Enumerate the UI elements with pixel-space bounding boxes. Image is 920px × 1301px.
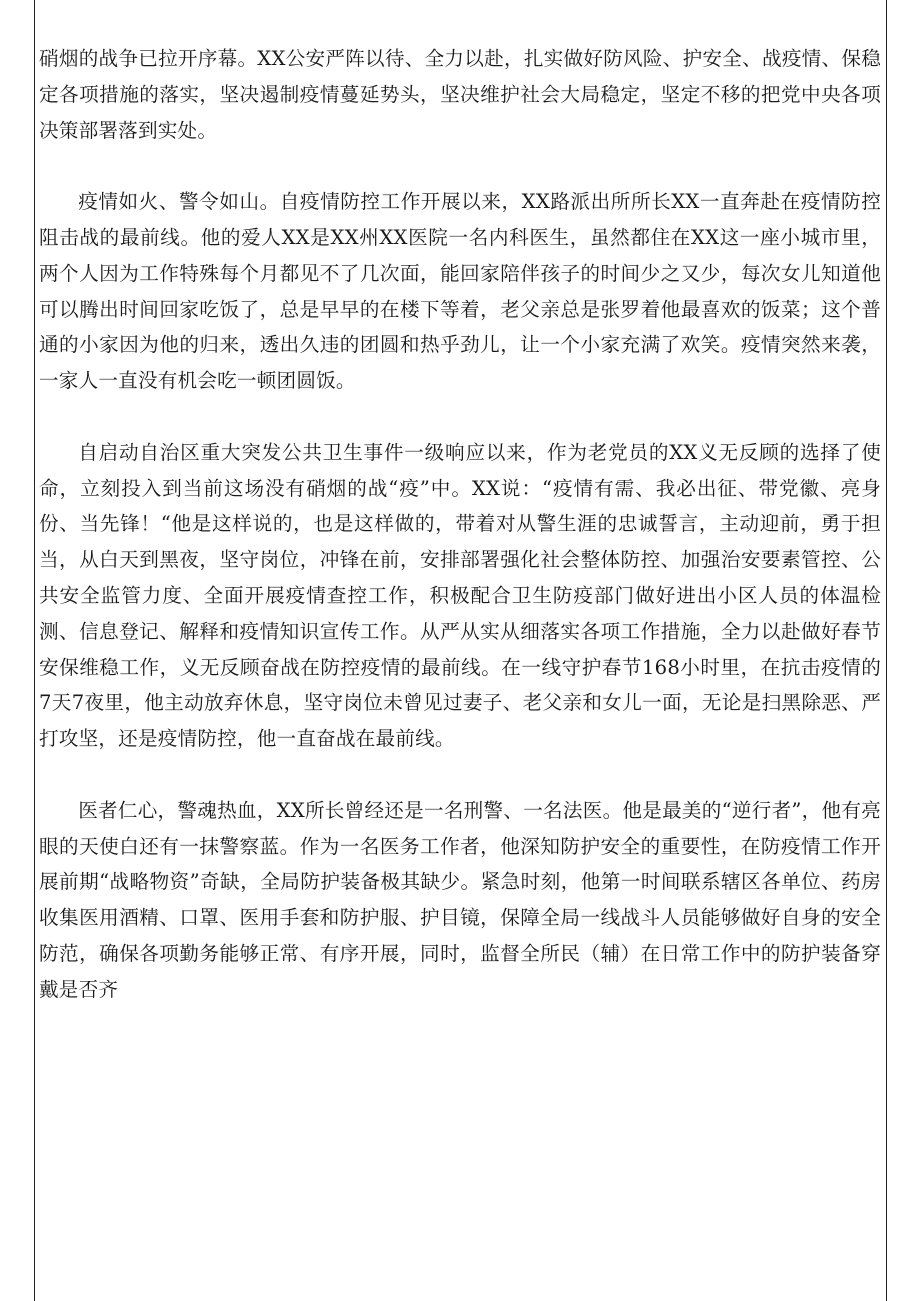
document-body [39, 41, 881, 1008]
paragraph-3: 自启动自治区重大突发公共卫生事件一级响应以来，作为老党员的XX义无反顾的选择了使命，立刻投入到当前这场没有硝烟的战“疫”中。XX说：“疫情有需、我必出征、带党徽、亮身份、当先锋！“他是这样说的，也是这样做的，带着对从警生涯的忠诚誓言，主动迎前，勇于担当，从白天到黑夜，坚守岗位，冲锋在前，安排部署强化社会整体防控、加强治安要素管控、公共安全监管力度、全面开展疫情查控工作，积极配合卫生防疫部门做好进出小区人员的体温检测、信息登记、解释和疫情知识宣传工作。从严从实从细落实各项工作措施，全力以赴做好春节安保维稳工作，义无反顾奋战在防控疫情的最前线。在一线守护春节168小时里，在抗击疫情的7天7夜里，他主动放弃休息，坚守岗位未曾见过妻子、老父亲和女儿一面，无论是扫黑除恶、严打攻坚，还是疫情防控，他一直奋战在最前线。 [39, 440, 881, 751]
paragraph-2: 疫情如火、警令如山。自疫情防控工作开展以来，XX路派出所所长XX一直奔赴在疫情防控阻击战的最前线。他的爱人XX是XX州XX医院一名内科医生，虽然都住在XX这一座小城市里，两个人因为工作特殊每个月都见不了几次面，能回家陪伴孩子的时间少之又少，每次女儿知道他可以腾出时间回家吃饭了，总是早早的在楼下等着，老父亲总是张罗着他最喜欢的饭菜；这个普通的小家因为他的归来，透出久违的团圆和热乎劲儿，让一个小家充满了欢笑。疫情突然来袭，一家人一直没有机会吃一顿团圆饭。 [39, 190, 881, 393]
paragraph-4: 医者仁心，警魂热血，XX所长曾经还是一名刑警、一名法医。他是最美的“逆行者”，他有亮眼的天使白还有一抹警察蓝。作为一名医务工作者，他深知防护安全的重要性，在防疫情工作开展前期“战略物资”奇缺，全局防护装备极其缺少。紧急时刻，他第一时间联系辖区各单位、药房收集医用酒精、口罩、医用手套和防护服、护目镜，保障全局一线战斗人员能够做好自身的安全防范，确保各项勤务能够正常、有序开展，同时，监督全所民（辅）在日常工作中的防护装备穿戴是否齐 [39, 798, 881, 1001]
left-border-line [34, 0, 35, 1301]
right-border-line [886, 0, 887, 1301]
paragraph-1-continuation: 硝烟的战争已拉开序幕。XX公安严阵以待、全力以赴，扎实做好防风险、护安全、战疫情、保稳定各项措施的落实，坚决遏制疫情蔓延势头，坚决维护社会大局稳定，坚定不移的把党中央各项决策部署落到实处。 [39, 47, 881, 142]
